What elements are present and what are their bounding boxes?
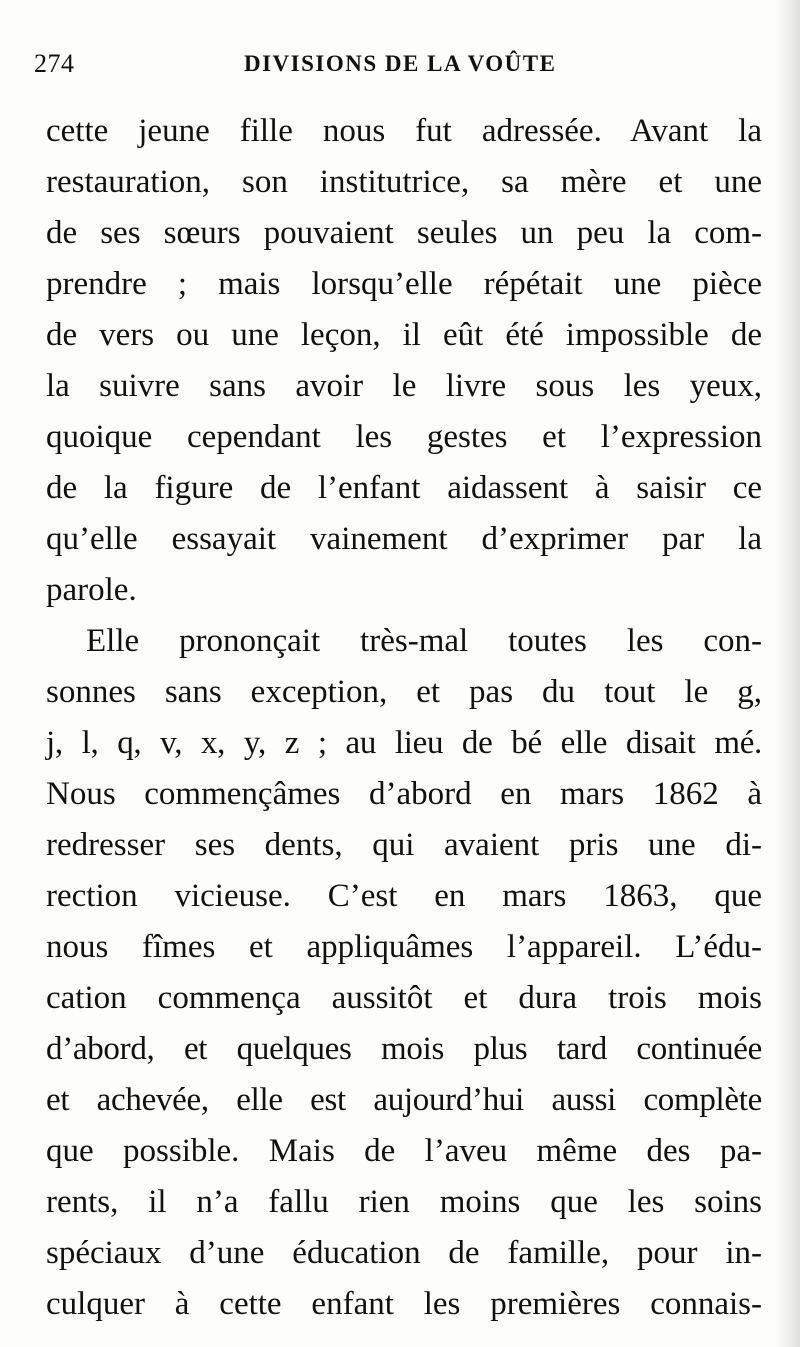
- text-line: j, l, q, v, x, y, z ; au lieu de bé elle disait mé.: [46, 725, 762, 761]
- text-line: de ses sœurs pouvaient seules un peu la com-: [46, 215, 762, 251]
- paragraph-end-line: parole.: [46, 572, 137, 608]
- text-line: quoique cependant les gestes et l’expression: [46, 419, 762, 455]
- text-line: et achevée, elle est aujourd’hui aussi complète: [46, 1082, 762, 1118]
- text-line: rents, il n’a fallu rien moins que les soins: [46, 1184, 762, 1220]
- running-title: DIVISIONS DE LA VOÛTE: [244, 51, 557, 76]
- text-line: cette jeune fille nous fut adressée. Avant la: [46, 113, 762, 149]
- text-line: prendre ; mais lorsqu’elle répétait une pièce: [46, 266, 762, 302]
- text-line: de vers ou une leçon, il eût été impossible de: [46, 317, 762, 353]
- page-header: [34, 44, 764, 84]
- text-line: Nous commençâmes d’abord en mars 1862 à: [46, 776, 762, 812]
- text-line: sonnes sans exception, et pas du tout le g,: [46, 674, 762, 710]
- page-number: 274: [34, 49, 75, 78]
- text-line: la suivre sans avoir le livre sous les yeux,: [46, 368, 762, 404]
- text-line: spéciaux d’une éducation de famille, pour in-: [46, 1235, 762, 1271]
- text-line: que possible. Mais de l’aveu même des pa-: [46, 1133, 762, 1169]
- body-text: [46, 106, 762, 1330]
- text-line: redresser ses dents, qui avaient pris une di-: [46, 827, 762, 863]
- page-edge-shadow: [774, 0, 800, 1347]
- text-line: de la figure de l’enfant aidassent à saisir ce: [46, 470, 762, 506]
- text-line: cation commença aussitôt et dura trois mois: [46, 980, 762, 1016]
- text-line: restauration, son institutrice, sa mère et une: [46, 164, 762, 200]
- text-line: culquer à cette enfant les premières connais-: [46, 1286, 762, 1322]
- text-line: rection vicieuse. C’est en mars 1863, que: [46, 878, 762, 914]
- text-line: nous fîmes et appliquâmes l’appareil. L’édu-: [46, 929, 762, 965]
- paragraph-start-line: Elle prononçait très-mal toutes les con-: [86, 623, 762, 659]
- text-line: d’abord, et quelques mois plus tard continuée: [46, 1031, 762, 1067]
- text-line: qu’elle essayait vainement d’exprimer par la: [46, 521, 762, 557]
